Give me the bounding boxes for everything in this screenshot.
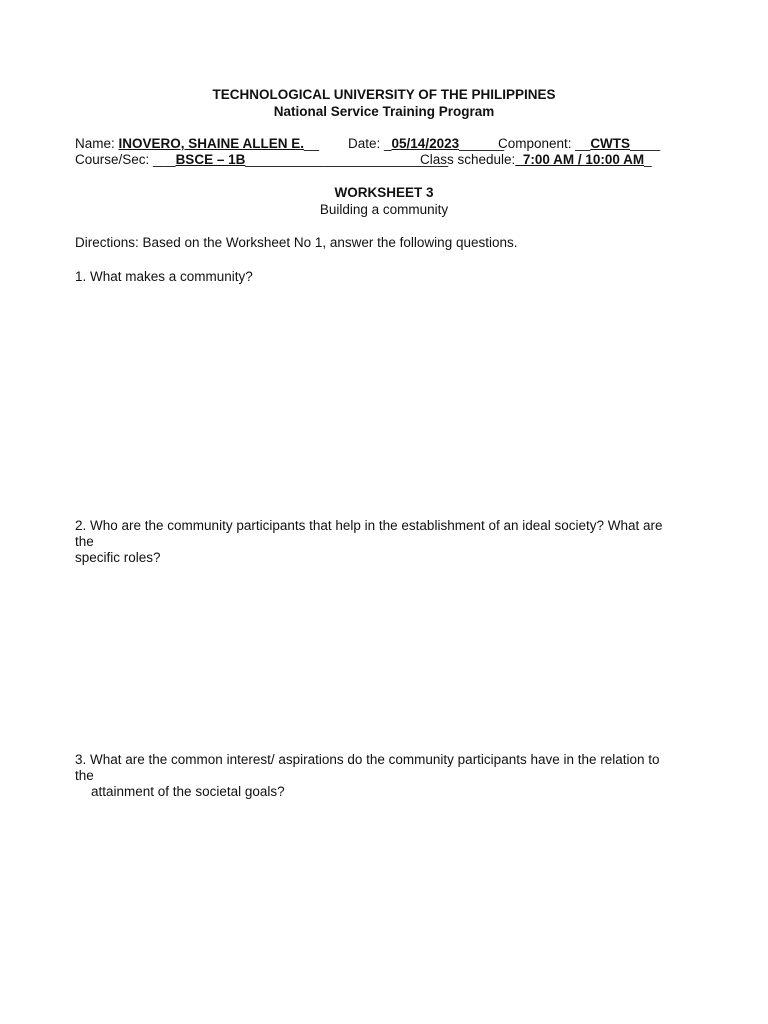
name-value: INOVERO, SHAINE ALLEN E. bbox=[118, 136, 305, 151]
date-value: 05/14/2023 bbox=[391, 136, 460, 151]
question-3-line2: attainment of the societal goals? bbox=[91, 784, 285, 799]
question-2-line2: specific roles? bbox=[75, 550, 161, 565]
course-row bbox=[75, 152, 448, 168]
program-title: National Service Training Program bbox=[273, 104, 495, 119]
name-label: Name: bbox=[75, 136, 119, 151]
component-value: CWTS bbox=[590, 136, 631, 151]
worksheet-subtitle: Building a community bbox=[319, 202, 449, 217]
component-fill: ____ bbox=[630, 136, 661, 151]
question-1 bbox=[75, 269, 675, 285]
schedule-row bbox=[420, 152, 652, 168]
component-row bbox=[498, 136, 660, 152]
name-fill: __ bbox=[304, 136, 320, 151]
university-title: TECHNOLOGICAL UNIVERSITY OF THE PHILIPPINES bbox=[212, 87, 556, 102]
question-2-line1: 2. Who are the community participants that help in the establishment of an ideal society? What are the bbox=[75, 518, 663, 549]
component-label: Component: __ bbox=[498, 136, 591, 151]
name-row bbox=[75, 136, 319, 152]
date-row bbox=[348, 136, 504, 152]
date-label: Date: _ bbox=[348, 136, 392, 151]
schedule-value: _7:00 AM / 10:00 AM bbox=[515, 152, 645, 167]
question-1-text: 1. What makes a community? bbox=[75, 269, 253, 284]
course-fill: ___________________________ bbox=[245, 152, 449, 167]
question-3-line1: 3. What are the common interest/ aspirations do the community participants have in the relation to the bbox=[75, 752, 660, 783]
date-fill: ______ bbox=[459, 136, 505, 151]
question-3 bbox=[75, 752, 675, 800]
worksheet-title: WORKSHEET 3 bbox=[334, 185, 434, 200]
course-label: Course/Sec: ___ bbox=[75, 152, 176, 167]
course-value: BSCE – 1B bbox=[175, 152, 246, 167]
question-2 bbox=[75, 518, 675, 566]
schedule-fill: _ bbox=[644, 152, 652, 167]
directions-text: Directions: Based on the Worksheet No 1, answer the following questions. bbox=[75, 235, 518, 250]
schedule-label: Class schedule: bbox=[420, 152, 516, 167]
